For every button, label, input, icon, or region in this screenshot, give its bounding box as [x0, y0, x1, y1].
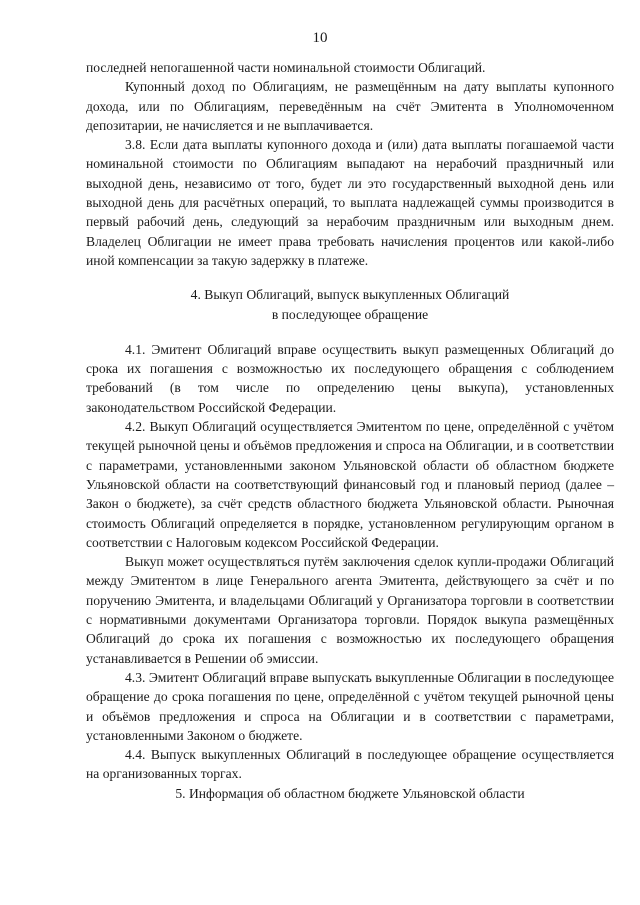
- section-4-heading-line2: в последующее обращение: [271, 306, 429, 322]
- section-4-heading: [86, 285, 614, 324]
- paragraph: последней непогашенной части номинальной стоимости Облигаций.: [86, 60, 486, 75]
- paragraph-4-3: 4.3. Эмитент Облигаций вправе выпускать выкупленные Облигации в последующее обращение до срока погашения по цене, определённой с учётом текущей рыночной цены и объёмов предложения и спроса на Облигации и в соответствии с параметрами, установленными Законом о бюджете.: [86, 669, 614, 743]
- paragraph: Купонный доход по Облигациям, не размещённым на дату выплаты купонного дохода, или по Облигациям, переведённым на счёт Эмитента в Уполномоченном депозитарии, не начисляется и не выплачивается.: [86, 79, 614, 133]
- page-number: 10: [312, 30, 328, 46]
- paragraph-3-8: 3.8. Если дата выплаты купонного дохода и (или) дата выплаты погашаемой части номинальной стоимости по Облигациям выпадают на нерабочий праздничный или выходной день, независимо от того, будет ли это государственный выходной день или выходной день для расчётных операций, то выплата надлежащей суммы производится в первый рабочий день, следующий за нерабочим праздничным или выходным днем. Владелец Облигации не имеет права требовать начисления процентов или какой-либо иной компенсации за такую задержку в платеже.: [86, 137, 614, 268]
- paragraph-buyback: Выкуп может осуществляться путём заключения сделок купли-продажи Облигаций между Эмитентом в лице Генерального агента Эмитента, действующего за счёт и по поручению Эмитента, и владельцами Облигаций у Организатора торговли в соответствии с нормативными документами Организатора торговли. Порядок выкупа размещённых Облигаций до срока их погашения с возможностью их последующего обращения устанавливается в Решении об эмиссии.: [86, 554, 614, 666]
- section-5-heading: 5. Информация об областном бюджете Ульяновской области: [175, 785, 525, 801]
- paragraph-4-2: 4.2. Выкуп Облигаций осуществляется Эмитентом по цене, определённой с учётом текущей рыночной цены и объёмов предложения и спроса на Облигации, и в соответствии с параметрами, установленными законом Ульяновской области об областном бюджете Ульяновской области на соответствующий финансовый год и плановый период (далее – Закон о бюджете), за счёт средств областного бюджета Ульяновской области. Рыночная стоимость Облигаций определяется в порядке, установленном регулирующим органом в соответствии с Налоговым кодексом Российской Федерации.: [86, 419, 614, 550]
- paragraph-4-1: 4.1. Эмитент Облигаций вправе осуществить выкуп размещенных Облигаций до срока их погашения с возможностью их последующего обращения с соблюдением требований (в том числе по определению цены выкупа), установленных законодательством Российской Федерации.: [86, 341, 614, 415]
- document-body: [86, 58, 614, 803]
- paragraph-4-4: 4.4. Выпуск выкупленных Облигаций в последующее обращение осуществляется на организованных торгах.: [86, 747, 614, 782]
- section-4-heading-line1: 4. Выкуп Облигаций, выпуск выкупленных Облигаций: [190, 287, 510, 303]
